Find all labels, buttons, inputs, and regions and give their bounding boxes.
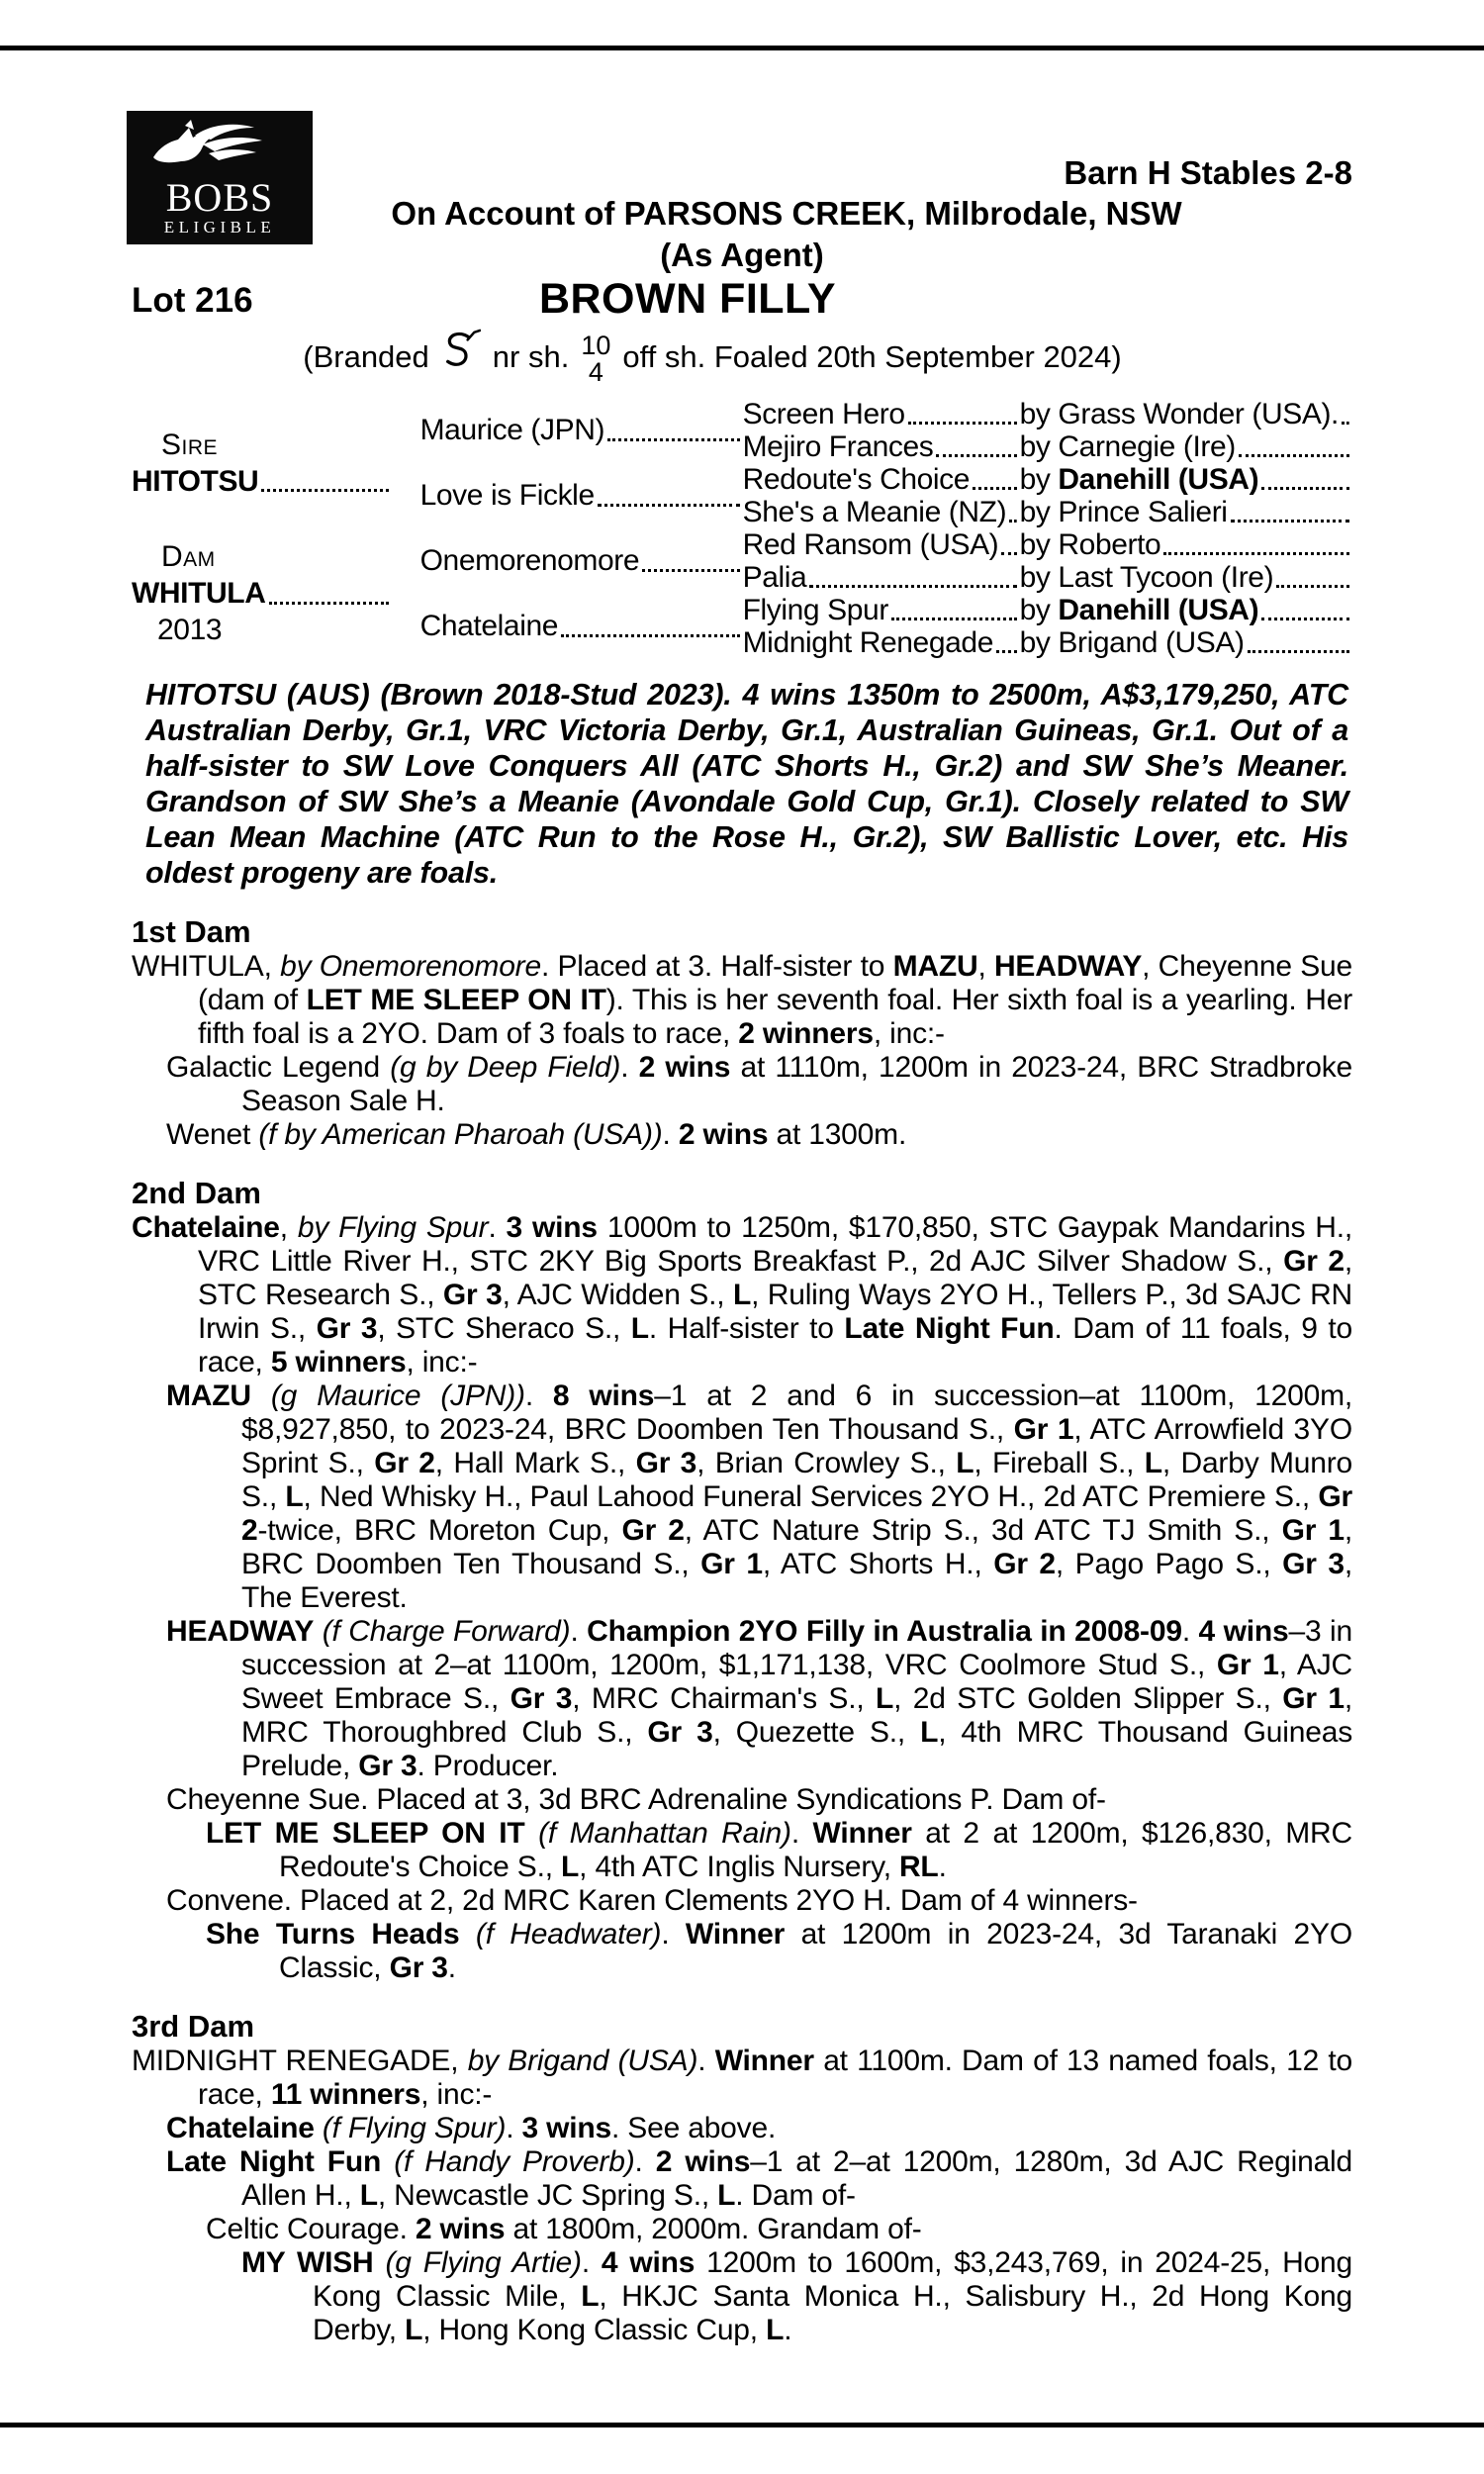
dam-foaling-year: 2013 <box>157 614 223 646</box>
barn-stables-label: Barn H Stables 2-8 <box>1064 154 1352 191</box>
branded-suffix: off sh. Foaled 20th September 2024) <box>622 339 1122 374</box>
dotted-leader <box>1231 520 1349 523</box>
dam-section-heading: 3rd Dam <box>132 2009 255 2044</box>
progeny-paragraph: Cheyenne Sue. Placed at 3, 3d BRC Adrenaline Syndications P. Dam of- <box>166 1783 1106 1816</box>
pedigree-table <box>132 398 1352 659</box>
progeny-paragraph: Chatelaine (f Flying Spur). 3 wins. See above. <box>166 2112 777 2144</box>
dotted-leader <box>996 650 1017 653</box>
pedigree-parent-cell <box>392 594 743 659</box>
branding-line <box>0 331 1425 387</box>
progeny-paragraph: Galactic Legend (g by Deep Field). 2 wins at 1110m, 1200m in 2023-24, BRC Stradbroke Season Sale H. <box>166 1051 1353 1117</box>
dam-section-heading: 1st Dam <box>132 914 251 949</box>
ancestor-name: Palia <box>742 560 807 594</box>
dotted-leader <box>908 422 1017 425</box>
ancestor-name: Redoute's Choice <box>742 462 971 496</box>
dotted-leader <box>1248 650 1349 653</box>
horse-head-icon <box>145 118 294 178</box>
progeny-paragraph: Celtic Courage. 2 wins at 1800m, 2000m. Grandam of- <box>206 2213 922 2245</box>
pedigree-ancestor-row <box>743 626 1352 659</box>
pedigree-parents-column <box>132 398 392 659</box>
pedigree-generation-row <box>392 463 1352 528</box>
sire-name: HITOTSU <box>132 464 259 498</box>
pedigree-parent-cell <box>392 398 743 463</box>
dotted-leader <box>561 634 740 637</box>
dam-section <box>132 914 1352 1152</box>
sire-record-paragraph: HITOTSU (AUS) (Brown 2018-Stud 2023). 4 wins 1350m to 2500m, A$3,179,250, ATC Australian Derby, Gr.1, VRC Victoria Derby, Gr.1, Australian Guineas, Gr.1. Out of a half-sister to SW Love Conquers All (ATC Shorts H., Gr.2) and SW She’s Meaner. Grandson of SW She’s a Meanie (Avondale Gold Cup, Gr.1). Closely related to SW Lean Mean Machine (ATC Run to the Rose H., Gr.2), SW Ballistic Lover, etc. His oldest progeny are foals. <box>145 678 1348 890</box>
logo-text-eligible: ELIGIBLE <box>163 218 276 237</box>
dotted-leader <box>1001 552 1016 555</box>
progeny-paragraph: LET ME SLEEP ON IT (f Manhattan Rain). Winner at 2 at 1200m, $126,830, MRC Redoute's Choice S., L, 4th ATC Inglis Nursery, RL. <box>206 1817 1352 1883</box>
progeny-paragraph: Late Night Fun (f Handy Proverb). 2 wins–1 at 2–at 1200m, 1280m, 3d AJC Reginald Allen H., L, Newcastle JC Spring S., L. Dam of- <box>166 2145 1353 2212</box>
logo-text-bobs: BOBS <box>165 175 274 220</box>
ancestor-sired-by: by Brigand (USA) <box>1019 625 1245 659</box>
dotted-leader <box>936 454 1016 457</box>
pedigree-ancestor-row <box>743 430 1352 463</box>
dotted-leader <box>1261 618 1349 620</box>
dotted-leader <box>1276 585 1349 588</box>
pedigree-grandparents <box>743 528 1352 594</box>
dam-sections <box>132 914 1352 2347</box>
ancestor-name: Red Ransom (USA) <box>742 527 999 561</box>
pedigree-ancestor-row <box>743 496 1352 528</box>
dam-section-body <box>132 950 1352 1152</box>
progeny-paragraph: MAZU (g Maurice (JPN)). 8 wins–1 at 2 and 6 in succession–at 1100m, 1200m, $8,927,850, to 2023-24, BRC Doomben Ten Thousand S., Gr 1, ATC Arrowfield 3YO Sprint S., Gr 2, Hall Mark S., Gr 3, Brian Crowley S., L, Fireball S., L, Darby Munro S., L, Ned Whisky H., Paul Lahood Funeral Services 2YO H., 2d ATC Premiere S., Gr 2-twice, BRC Moreton Cup, Gr 2, ATC Nature Strip S., 3d ATC TJ Smith S., Gr 1, BRC Doomben Ten Thousand S., Gr 1, ATC Shorts H., Gr 2, Pago Pago S., Gr 3, The Everest. <box>166 1380 1353 1614</box>
pedigree-grandparents <box>743 398 1352 463</box>
progeny-paragraph: Chatelaine, by Flying Spur. 3 wins 1000m to 1250m, $170,850, STC Gaypak Mandarins H., VRC Little River H., STC 2KY Big Sports Breakfast P., 2d AJC Silver Shadow S., Gr 2, STC Research S., Gr 3, AJC Widden S., L, Ruling Ways 2YO H., Tellers P., 3d SAJC RN Irwin S., Gr 3, STC Sheraco S., L. Half-sister to Late Night Fun. Dam of 11 foals, 9 to race, 5 winners, inc:- <box>132 1211 1353 1379</box>
ancestor-name: Midnight Renegade <box>742 625 993 659</box>
dam-section <box>132 1176 1352 1985</box>
page-body <box>132 398 1352 2347</box>
dam-section-body <box>132 2045 1352 2347</box>
dotted-leader <box>973 487 1017 490</box>
dotted-leader <box>261 489 388 492</box>
progeny-paragraph: WHITULA, by Onemorenomore. Placed at 3. Half-sister to MAZU, HEADWAY, Cheyenne Sue (dam of LET ME SLEEP ON IT). This is her seventh foal. Her sixth foal is a yearling. Her fifth foal is a 2YO. Dam of 3 foals to race, 2 winners, inc:- <box>132 950 1353 1050</box>
pedigree-parent-name: Maurice (JPN) <box>419 414 605 446</box>
branded-prefix: (Branded <box>303 339 429 374</box>
progeny-paragraph: MY WISH (g Flying Artie). 4 wins 1200m to 1600m, $3,243,769, in 2024-25, Hong Kong Classic Mile, L, HKJC Santa Monica H., Salisbury H., 2d Hong Kong Derby, L, Hong Kong Classic Cup, L. <box>241 2246 1353 2346</box>
as-agent-line: (As Agent) <box>660 237 824 273</box>
pedigree-generation-row <box>392 398 1352 463</box>
dotted-leader <box>269 602 389 605</box>
brand-number-fraction <box>581 333 610 386</box>
progeny-paragraph: Convene. Placed at 2, 2d MRC Karen Clements 2YO H. Dam of 4 winners- <box>166 1884 1138 1917</box>
pedigree-ancestor-row <box>743 561 1352 594</box>
progeny-paragraph: She Turns Heads (f Headwater). Winner at 1200m in 2023-24, 3d Taranaki 2YO Classic, Gr 3. <box>206 1918 1352 1984</box>
dotted-leader <box>1009 520 1017 523</box>
pedigree-ancestor-row <box>743 528 1352 561</box>
pedigree-grandparents <box>743 594 1352 659</box>
brand-mark-icon <box>441 331 481 384</box>
pedigree-sire-cell <box>132 398 392 528</box>
pedigree-dam-cell <box>132 528 392 659</box>
dam-section-heading: 2nd Dam <box>132 1176 261 1210</box>
page-title: BROWN FILLY <box>538 275 837 323</box>
pedigree-parent-cell <box>392 463 743 528</box>
dam-name: WHITULA <box>132 577 266 610</box>
top-rule <box>0 46 1484 50</box>
dam-section-body <box>132 1211 1352 1985</box>
pedigree-ancestor-row <box>743 398 1352 430</box>
pedigree-generation-row <box>392 594 1352 659</box>
lot-number: Lot 216 <box>132 281 253 320</box>
ancestor-name: Flying Spur <box>742 593 888 626</box>
pedigree-ancestor-row <box>743 594 1352 626</box>
dotted-leader <box>1239 454 1349 457</box>
ancestor-sired-by: by Danehill (USA) <box>1019 462 1259 496</box>
sire-label: Sire <box>161 428 219 461</box>
ancestor-sired-by: by Carnegie (Ire) <box>1019 429 1236 463</box>
ancestor-sired-by: by Prince Salieri <box>1019 495 1228 528</box>
brand-number-bottom: 4 <box>588 357 603 387</box>
pedigree-grandparents <box>743 463 1352 528</box>
dam-section <box>132 2009 1352 2347</box>
branded-nr-shoulder: nr sh. <box>492 339 570 374</box>
brand-number-top: 10 <box>581 331 611 360</box>
bottom-rule <box>0 2423 1484 2427</box>
dotted-leader <box>1342 422 1349 425</box>
ancestor-name: Mejiro Frances <box>742 429 934 463</box>
dotted-leader <box>891 618 1017 620</box>
dotted-leader <box>809 585 1016 588</box>
ancestor-name: She's a Meanie (NZ) <box>742 495 1007 528</box>
ancestor-sired-by: by Danehill (USA) <box>1019 593 1259 626</box>
dotted-leader <box>1163 552 1349 555</box>
ancestor-sired-by: by Last Tycoon (Ire) <box>1019 560 1274 594</box>
ancestor-sired-by: by Roberto <box>1019 527 1161 561</box>
pedigree-parent-name: Chatelaine <box>419 610 559 642</box>
progeny-paragraph: HEADWAY (f Charge Forward). Champion 2YO Filly in Australia in 2008-09. 4 wins–3 in succession at 2–at 1100m, 1200m, $1,171,138, VRC Coolmore Stud S., Gr 1, AJC Sweet Embrace S., Gr 3, MRC Chairman's S., L, 2d STC Golden Slipper S., Gr 1, MRC Thoroughbred Club S., Gr 3, Quezette S., L, 4th MRC Thousand Guineas Prelude, Gr 3. Producer. <box>166 1615 1353 1782</box>
dotted-leader <box>642 569 739 572</box>
pedigree-ancestors-columns <box>392 398 1352 659</box>
pedigree-parent-name: Love is Fickle <box>419 479 595 512</box>
dotted-leader <box>1261 487 1349 490</box>
progeny-paragraph: Wenet (f by American Pharoah (USA)). 2 wins at 1300m. <box>166 1118 907 1151</box>
dotted-leader <box>598 504 740 507</box>
dam-label: Dam <box>161 540 216 573</box>
ancestor-name: Screen Hero <box>742 397 905 430</box>
progeny-paragraph: MIDNIGHT RENEGADE, by Brigand (USA). Winner at 1100m. Dam of 13 named foals, 12 to race, 11 winners, inc:- <box>132 2045 1352 2111</box>
pedigree-ancestor-row <box>743 463 1352 496</box>
vendor-account-line: On Account of PARSONS CREEK, Milbrodale, NSW <box>391 195 1182 232</box>
pedigree-parent-name: Onemorenomore <box>419 544 640 577</box>
dotted-leader <box>607 438 740 441</box>
pedigree-generation-row <box>392 528 1352 594</box>
pedigree-parent-cell <box>392 528 743 594</box>
ancestor-sired-by: by Grass Wonder (USA). <box>1019 397 1339 430</box>
